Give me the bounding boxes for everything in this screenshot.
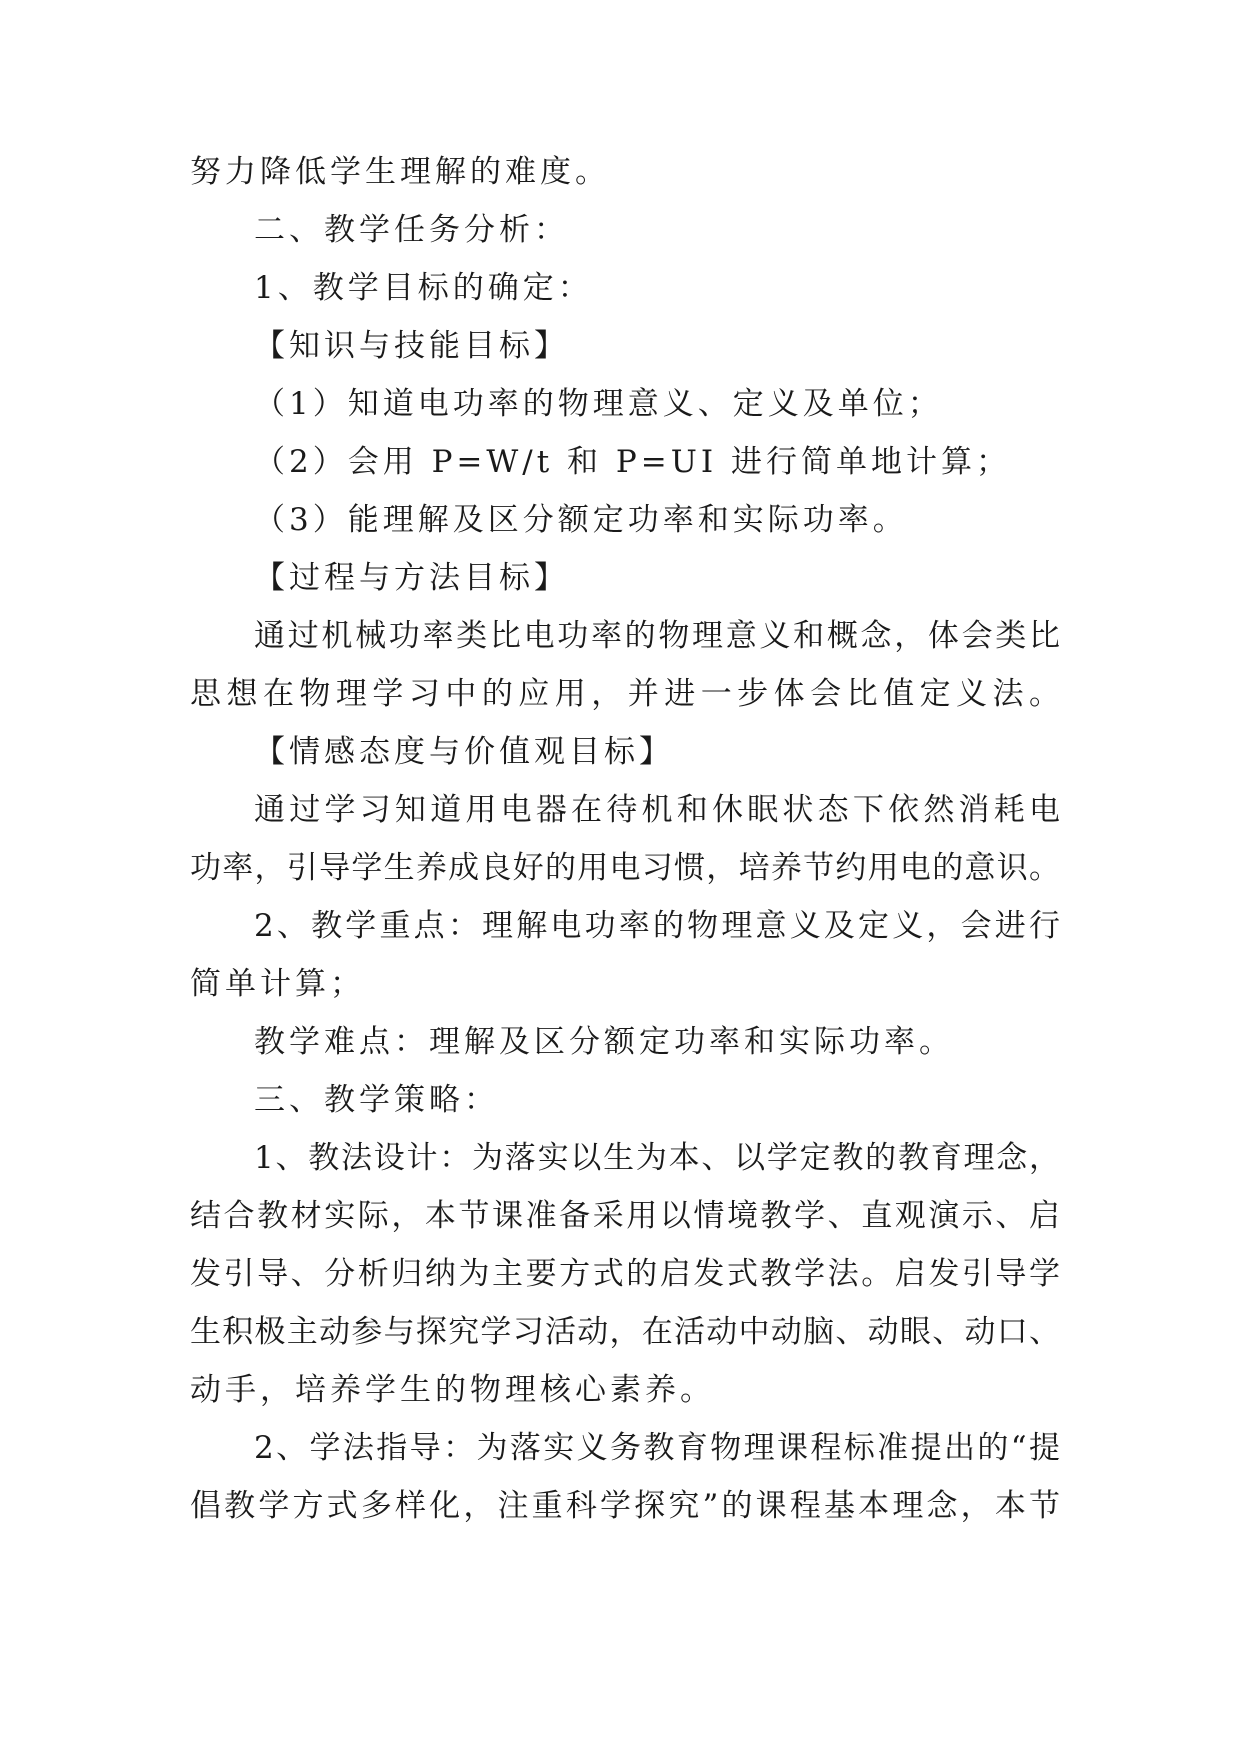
- paragraph-line: 思想在物理学习中的应用，并进一步体会比值定义法。: [190, 676, 1060, 712]
- list-item: （2）会用 P=W/t 和 P=UI 进行简单地计算；: [254, 444, 1011, 480]
- paragraph-line: 生积极主动参与探究学习活动，在活动中动脑、动眼、动口、: [190, 1314, 1060, 1350]
- paragraph-line: 努力降低学生理解的难度。: [190, 154, 610, 190]
- paragraph-line: 动手，培养学生的物理核心素养。: [190, 1372, 715, 1408]
- subsection-heading: 1、教学目标的确定：: [254, 270, 593, 306]
- paragraph-line: 简单计算；: [190, 966, 365, 1002]
- list-item: （3）能理解及区分额定功率和实际功率。: [254, 502, 908, 538]
- paragraph-line: 通过机械功率类比电功率的物理意义和概念，体会类比: [254, 618, 1060, 654]
- section-heading: 二、教学任务分析：: [254, 212, 569, 248]
- goal-heading: 【知识与技能目标】: [254, 328, 569, 364]
- list-item: （1）知道电功率的物理意义、定义及单位；: [254, 386, 943, 422]
- section-heading: 三、教学策略：: [254, 1082, 499, 1118]
- paragraph-line: 功率，引导学生养成良好的用电习惯，培养节约用电的意识。: [190, 850, 1060, 886]
- paragraph-line: 结合教材实际，本节课准备采用以情境教学、直观演示、启: [190, 1198, 1060, 1234]
- paragraph-line: 2、学法指导：为落实义务教育物理课程标准提出的“提: [254, 1430, 1060, 1466]
- goal-heading: 【过程与方法目标】: [254, 560, 569, 596]
- goal-heading: 【情感态度与价值观目标】: [254, 734, 674, 770]
- paragraph-line: 2、教学重点：理解电功率的物理意义及定义，会进行: [254, 908, 1060, 944]
- paragraph-line: 发引导、分析归纳为主要方式的启发式教学法。启发引导学: [190, 1256, 1060, 1292]
- paragraph-line: 教学难点：理解及区分额定功率和实际功率。: [254, 1024, 954, 1060]
- paragraph-line: 通过学习知道用电器在待机和休眠状态下依然消耗电: [254, 792, 1060, 828]
- paragraph-line: 倡教学方式多样化，注重科学探究”的课程基本理念，本节: [190, 1488, 1060, 1524]
- paragraph-line: 1、教法设计：为落实以生为本、以学定教的教育理念，: [254, 1140, 1060, 1176]
